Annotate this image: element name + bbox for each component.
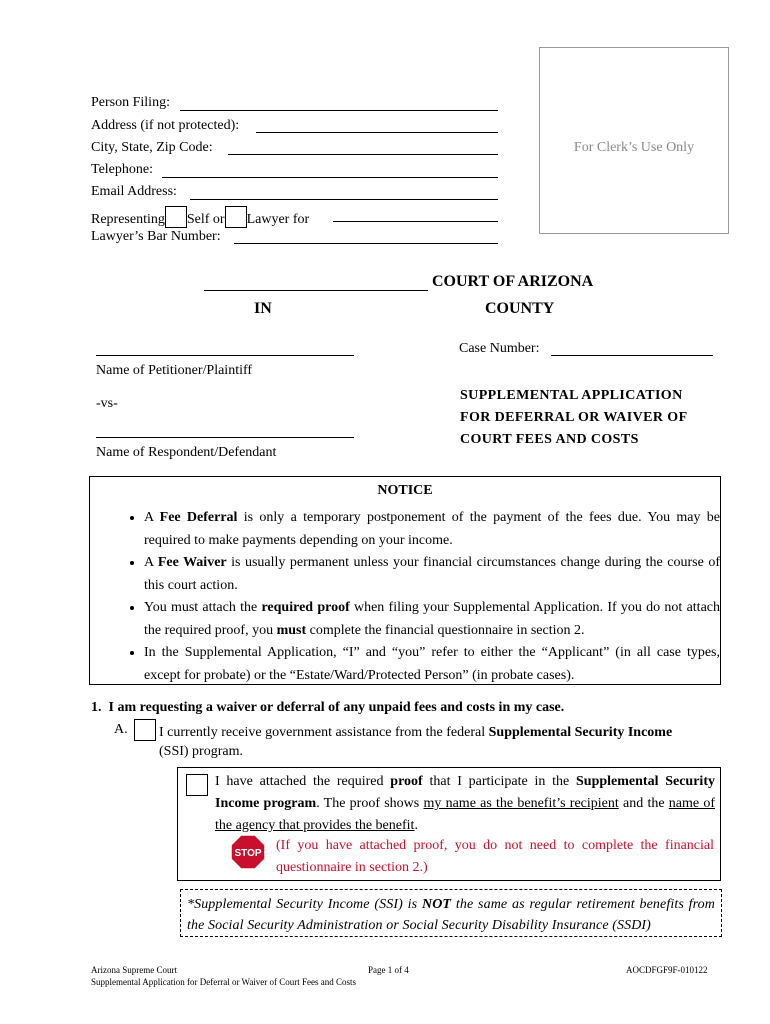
case-number-field[interactable] xyxy=(551,355,713,356)
notice-box xyxy=(89,476,721,685)
form-title xyxy=(460,385,688,451)
notice-item-applicant: • In the Supplemental Application, “I” and “you” refer to either the “Applicant” (in all case types, except for probate) or the “Estate/Ward/Protected Person” (in probate cases). xyxy=(144,642,720,687)
representing-label: Representing xyxy=(91,212,165,227)
telephone-label: Telephone: xyxy=(91,162,153,177)
footer-court: Arizona Supreme Court xyxy=(91,965,177,975)
petitioner-field[interactable] xyxy=(96,355,354,356)
lawyer-for-field[interactable] xyxy=(333,221,498,222)
telephone-row xyxy=(91,162,153,178)
representing-row xyxy=(91,206,309,228)
court-in-label: IN xyxy=(254,300,272,317)
address-label: Address (if not protected): xyxy=(91,118,240,133)
lawyer-checkbox[interactable] xyxy=(225,206,247,228)
respondent-field[interactable] xyxy=(96,437,354,438)
form-title-line-2: FOR DEFERRAL OR WAIVER OF xyxy=(460,410,688,425)
notice-item-deferral: • A Fee Deferral is only a temporary postponement of the payment of the fees due. You may be required to make payments depending on your income. xyxy=(144,507,720,552)
bar-number-field[interactable] xyxy=(234,243,498,244)
bar-number-label: Lawyer’s Bar Number: xyxy=(91,229,221,244)
proof-checkbox[interactable] xyxy=(186,774,208,796)
ssi-note-box xyxy=(180,889,722,937)
svg-text:STOP: STOP xyxy=(234,848,262,859)
stop-note-text: (If you have attached proof, you do not need to complete the financial questionnaire in section 2.) xyxy=(276,838,714,875)
person-filing-label: Person Filing: xyxy=(91,95,170,110)
clerk-use-label: For Clerk’s Use Only xyxy=(573,140,695,155)
city-state-zip-field[interactable] xyxy=(228,154,498,155)
city-state-zip-label: City, State, Zip Code: xyxy=(91,140,213,155)
notice-item-waiver: • A Fee Waiver is usually permanent unless your financial circumstances change during the course of this court action. xyxy=(144,552,720,597)
form-title-line-3: COURT FEES AND COSTS xyxy=(460,432,639,447)
notice-list xyxy=(122,507,720,687)
clerk-use-box xyxy=(539,47,729,234)
footer-page-number: Page 1 of 4 xyxy=(368,965,409,975)
email-row xyxy=(91,184,177,200)
email-field[interactable] xyxy=(190,199,498,200)
proof-box xyxy=(177,767,721,881)
option-a-text-cont: (SSI) program. xyxy=(159,744,243,759)
self-checkbox[interactable] xyxy=(165,206,187,228)
section-1-heading: 1. I am requesting a waiver or deferral of any unpaid fees and costs in my case. xyxy=(91,700,565,715)
lawyer-for-label: Lawyer for xyxy=(246,212,310,227)
city-row xyxy=(91,140,213,156)
notice-heading: NOTICE xyxy=(377,483,433,498)
notice-item-proof: • You must attach the required proof when filing your Supplemental Application. If you do not attach the required proof, you must complete the financial questionnaire in section 2. xyxy=(144,597,720,642)
option-a-checkbox[interactable] xyxy=(134,719,156,741)
person-filing-row xyxy=(91,95,170,111)
telephone-field[interactable] xyxy=(162,177,498,178)
footer-form-code: AOCDFGF9F-010122 xyxy=(626,965,708,975)
option-a-label: A. xyxy=(114,722,128,737)
stop-sign-icon xyxy=(230,834,266,870)
proof-text: I have attached the required proof that I participate in the Supplemental Security Income program. The proof shows my name as the benefit’s recipient and the name of the agency that provides the benefit. xyxy=(215,774,716,833)
court-county-label: COUNTY xyxy=(485,300,555,317)
form-title-line-1: SUPPLEMENTAL APPLICATION xyxy=(460,388,683,403)
respondent-label: Name of Respondent/Defendant xyxy=(96,445,277,460)
address-row xyxy=(91,118,239,134)
footer-form-title: Supplemental Application for Deferral or Waiver of Court Fees and Costs xyxy=(91,977,357,987)
person-filing-field[interactable] xyxy=(180,110,498,111)
petitioner-label: Name of Petitioner/Plaintiff xyxy=(96,363,253,378)
court-name-field[interactable] xyxy=(204,290,428,291)
option-a-text: I currently receive government assistance from the federal Supplemental Security Income xyxy=(159,725,673,740)
self-or-label: Self or xyxy=(186,212,225,227)
email-label: Email Address: xyxy=(91,184,177,199)
bar-number-row xyxy=(91,229,221,245)
court-of-arizona: COURT OF ARIZONA xyxy=(432,273,594,290)
ssi-note-text: *Supplemental Security Income (SSI) is NOT the same as regular retirement benefits from the Social Security Administration or Social Security Disability Insurance (SSDI) xyxy=(187,897,715,933)
vs-label: -vs- xyxy=(96,396,118,411)
case-number-label: Case Number: xyxy=(459,341,540,356)
address-field[interactable] xyxy=(256,132,498,133)
